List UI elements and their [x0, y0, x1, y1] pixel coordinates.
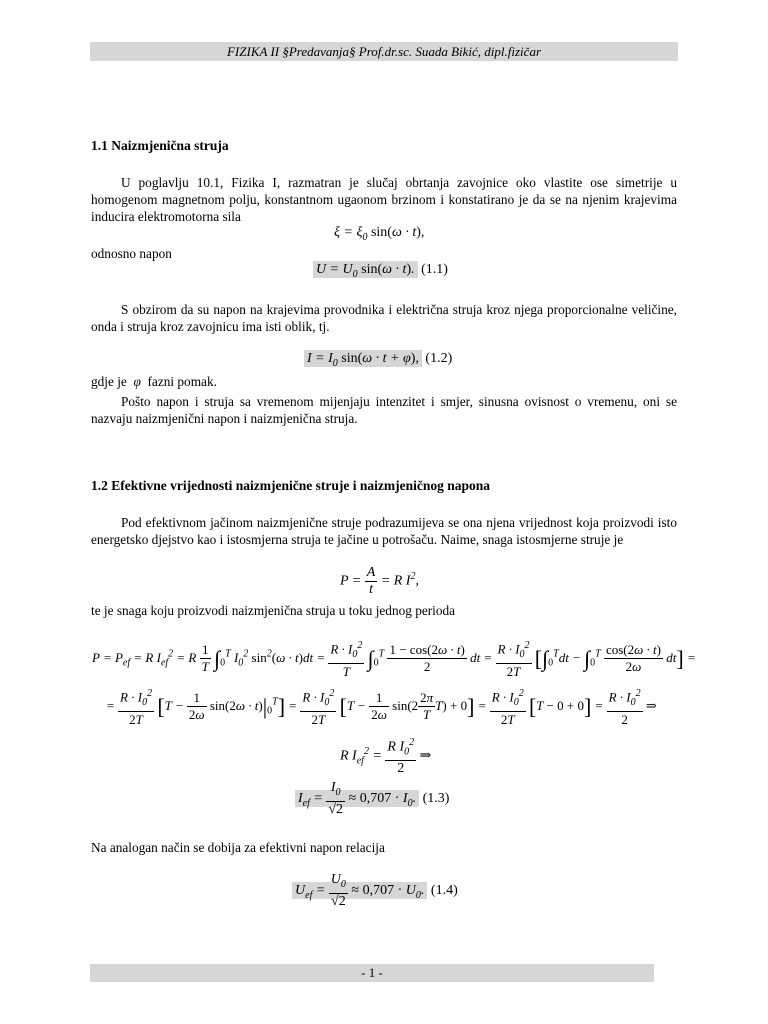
text-span: fazni pomak. [147, 374, 217, 389]
equation-emf: $\xi = \xi_0$ sin(ω · t), [334, 225, 425, 243]
paragraph: Pošto napon i struja sa vremenom mijenjaju intenzitet i smjer, sinusna ovisnost o vremenu, oni se nazvaju naizmjenični napon i naizmjenična struja. [91, 394, 677, 426]
equation-1-3: $I_{ef}$ = $\frac{I_0}{√2}$ ≈ $0,707 \cdot I_0$. (1.3) [295, 780, 449, 818]
section-title: 1.1 Naizmjenična struja [91, 138, 229, 153]
equation-1-4: $U_{ef}$ = $\frac{U_0}{√2}$ ≈ $0,707 \cdot U_0$. (1.4) [292, 872, 458, 910]
section-title: 1.2 Efektivne vrijednosti naizmjenične struje i naizmjeničnog napona [91, 478, 490, 493]
text-span: gdje je [91, 374, 127, 389]
equation-number: (1.4) [430, 883, 458, 899]
equation-number: (1.1) [421, 262, 448, 277]
paragraph: te je snaga koju proizvodi naizmjenična struja u toku jednog perioda [91, 603, 456, 618]
equation-power-dc: P = $\frac{A}{t}$ = R $I^2$, [340, 565, 419, 597]
equation-1-1: $U = U_0$ sin(ω · t). (1.1) [313, 262, 448, 280]
paragraph: odnosno napon [91, 246, 172, 261]
page-header: FIZIKA II §Predavanja§ Prof.dr.sc. Suada Bikić, dipl.fizičar [90, 42, 678, 61]
paragraph: S obzirom da su napon na krajevima provodnika i električna struja kroz njega proporcionalne veličine, onda i struja kroz zavojnicu ima isti oblik, tj. [91, 302, 677, 334]
equation-rms-power: R $I_{ef}^2$ = $\frac{R I_0^2}{2}$ ⇒ [340, 737, 432, 777]
phi-symbol: φ [130, 374, 145, 389]
paragraph: Na analogan način se dobija za efektivni napon relacija [91, 840, 385, 855]
equation-number: (1.2) [425, 351, 453, 366]
equation-derivation-2: = $\frac{R \cdot I_0^2}{2T}$ [T − $\frac{1}{2\omega}$ $\sin(2\omega \cdot t)|_0^T$] = $\frac{R \cdot I_0^2}{2T}$ [T − $\frac{1}{2\omega}$ sin(2 $\frac{2\pi}{T}$ T) + 0] = $\frac{R \cdot I_0^2}{2T}$ [T − 0 + 0] = $\frac{R \cdot I_0^2}{2}$ ⇒ [106, 688, 657, 727]
paragraph-phase [91, 374, 217, 390]
paragraph: U poglavlju 10.1, Fizika I, razmatran je slučaj obrtanja zavojnice oko vlastite ose simetrije u homogenom magnetnom polju, konstantnom ugaonom brzinom i konstatirano je da se na njenim krajevima inducira elektromotorna sila [91, 175, 677, 224]
equation-derivation-1: $P = P_{ef} = R$ $I_{ef}^2 = R$ $\frac{1}{T}$ $\int_0^T$ $I_0^2$ $\sin^2(\omega \cdot t)dt$ = $\frac{R \cdot I_0^2}{T}$ $\int_0^T$ $\frac{1 - \cos(2\omega \cdot t)}{2}$ dt = $\frac{R \cdot I_0^2}{2T}$ [$\int_0^Tdt - \int_0^T$ $\frac{\cos(2\omega \cdot t)}{2\omega}$ dt] = [92, 640, 696, 679]
equation-number: (1.3) [422, 791, 450, 807]
paragraph: Pod efektivnom jačinom naizmjenične struje podrazumijeva se ona njena vrijednost koja proizvodi isto energetsko djejstvo kao i istosmjerna struja te jačine u potrošaču. Naime, snaga istosmjerne struje je [91, 515, 677, 547]
page-number: - 1 - [90, 964, 654, 982]
equation-1-2: $I = I_0$ sin(ω · t + φ), (1.2) [304, 351, 452, 369]
